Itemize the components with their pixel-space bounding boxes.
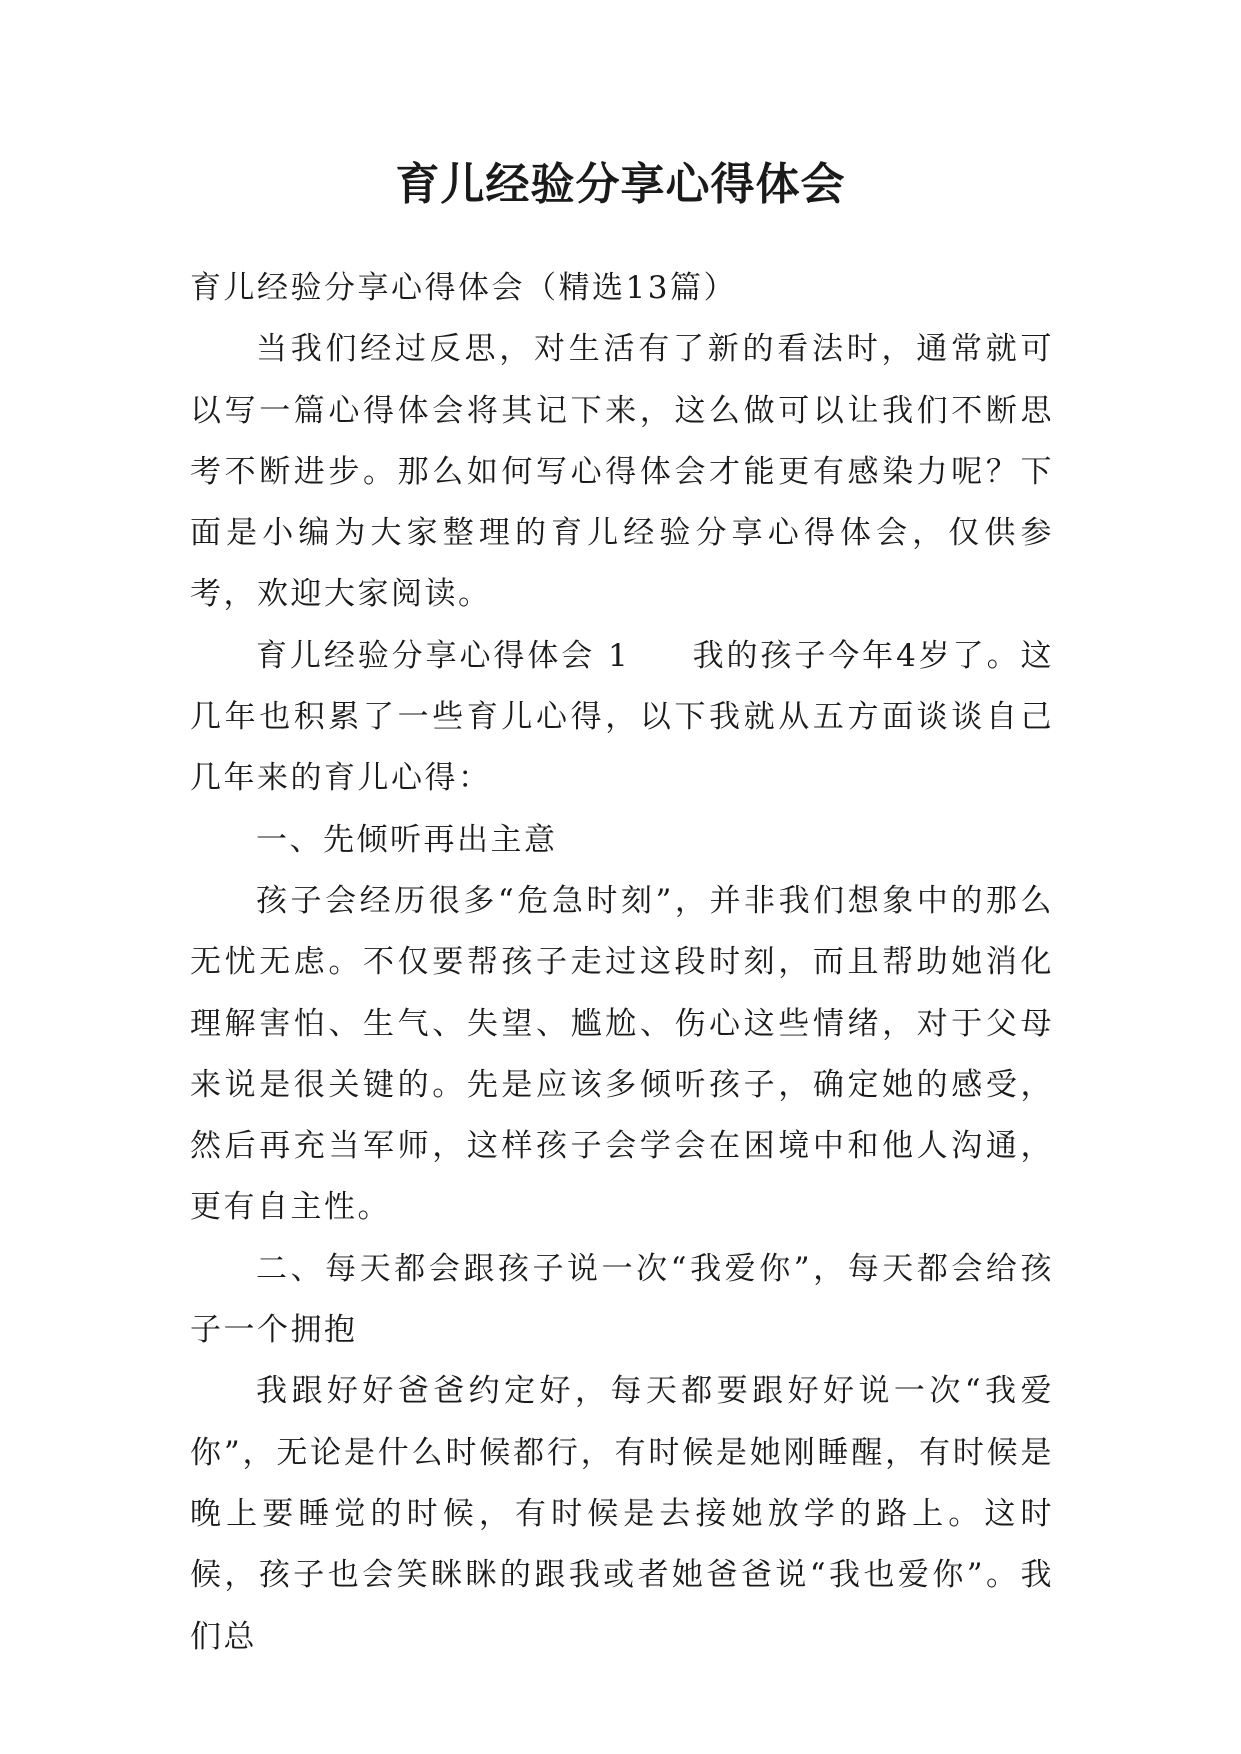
section-1-heading: 育儿经验分享心得体会 1 — [256, 637, 631, 674]
intro-paragraph: 当我们经过反思，对生活有了新的看法时，通常就可以写一篇心得体会将其记下来，这么做可以让我们不断思考不断进步。那么如何写心得体会才能更有感染力呢？下面是小编为大家整理的育儿经验分享心得体会，仅供参考，欢迎大家阅读。 — [190, 331, 1054, 613]
document-title: 育儿经验分享心得体会 — [395, 159, 846, 210]
subtitle-paragraph: 育儿经验分享心得体会（精选13篇） — [190, 270, 737, 306]
document-body — [190, 258, 1054, 1668]
section-1-paragraph — [190, 626, 1054, 810]
point-1-paragraph: 孩子会经历很多“危急时刻”，并非我们想象中的那么无忧无虑。不仅要帮孩子走过这段时刻，而且帮助她消化理解害怕、生气、失望、尴尬、伤心这些情绪，对于父母来说是很关键的。先是应该多倾听孩子，确定她的感受，然后再充当军师，这样孩子会学会在困境中和他人沟通，更有自主性。 — [190, 882, 1054, 1226]
point-1-heading: 一、先倾听再出主意 — [256, 821, 558, 858]
point-2-heading: 二、每天都会跟孩子说一次“我爱你”，每天都会给孩子一个拥抱 — [190, 1250, 1054, 1349]
point-2-paragraph: 我跟好好爸爸约定好，每天都要跟好好说一次“我爱你”，无论是什么时候都行，有时候是她刚睡醒，有时候是晚上要睡觉的时候，有时候是去接她放学的路上。这时候，孩子也会笑眯眯的跟我或者她爸爸说“我也爱你”。我们总 — [190, 1373, 1054, 1655]
section-1-text: 我的孩子今年4岁了。这几年也积累了一些育儿心得，以下我就从五方面谈谈自己几年来的育儿心得： — [190, 637, 1054, 797]
